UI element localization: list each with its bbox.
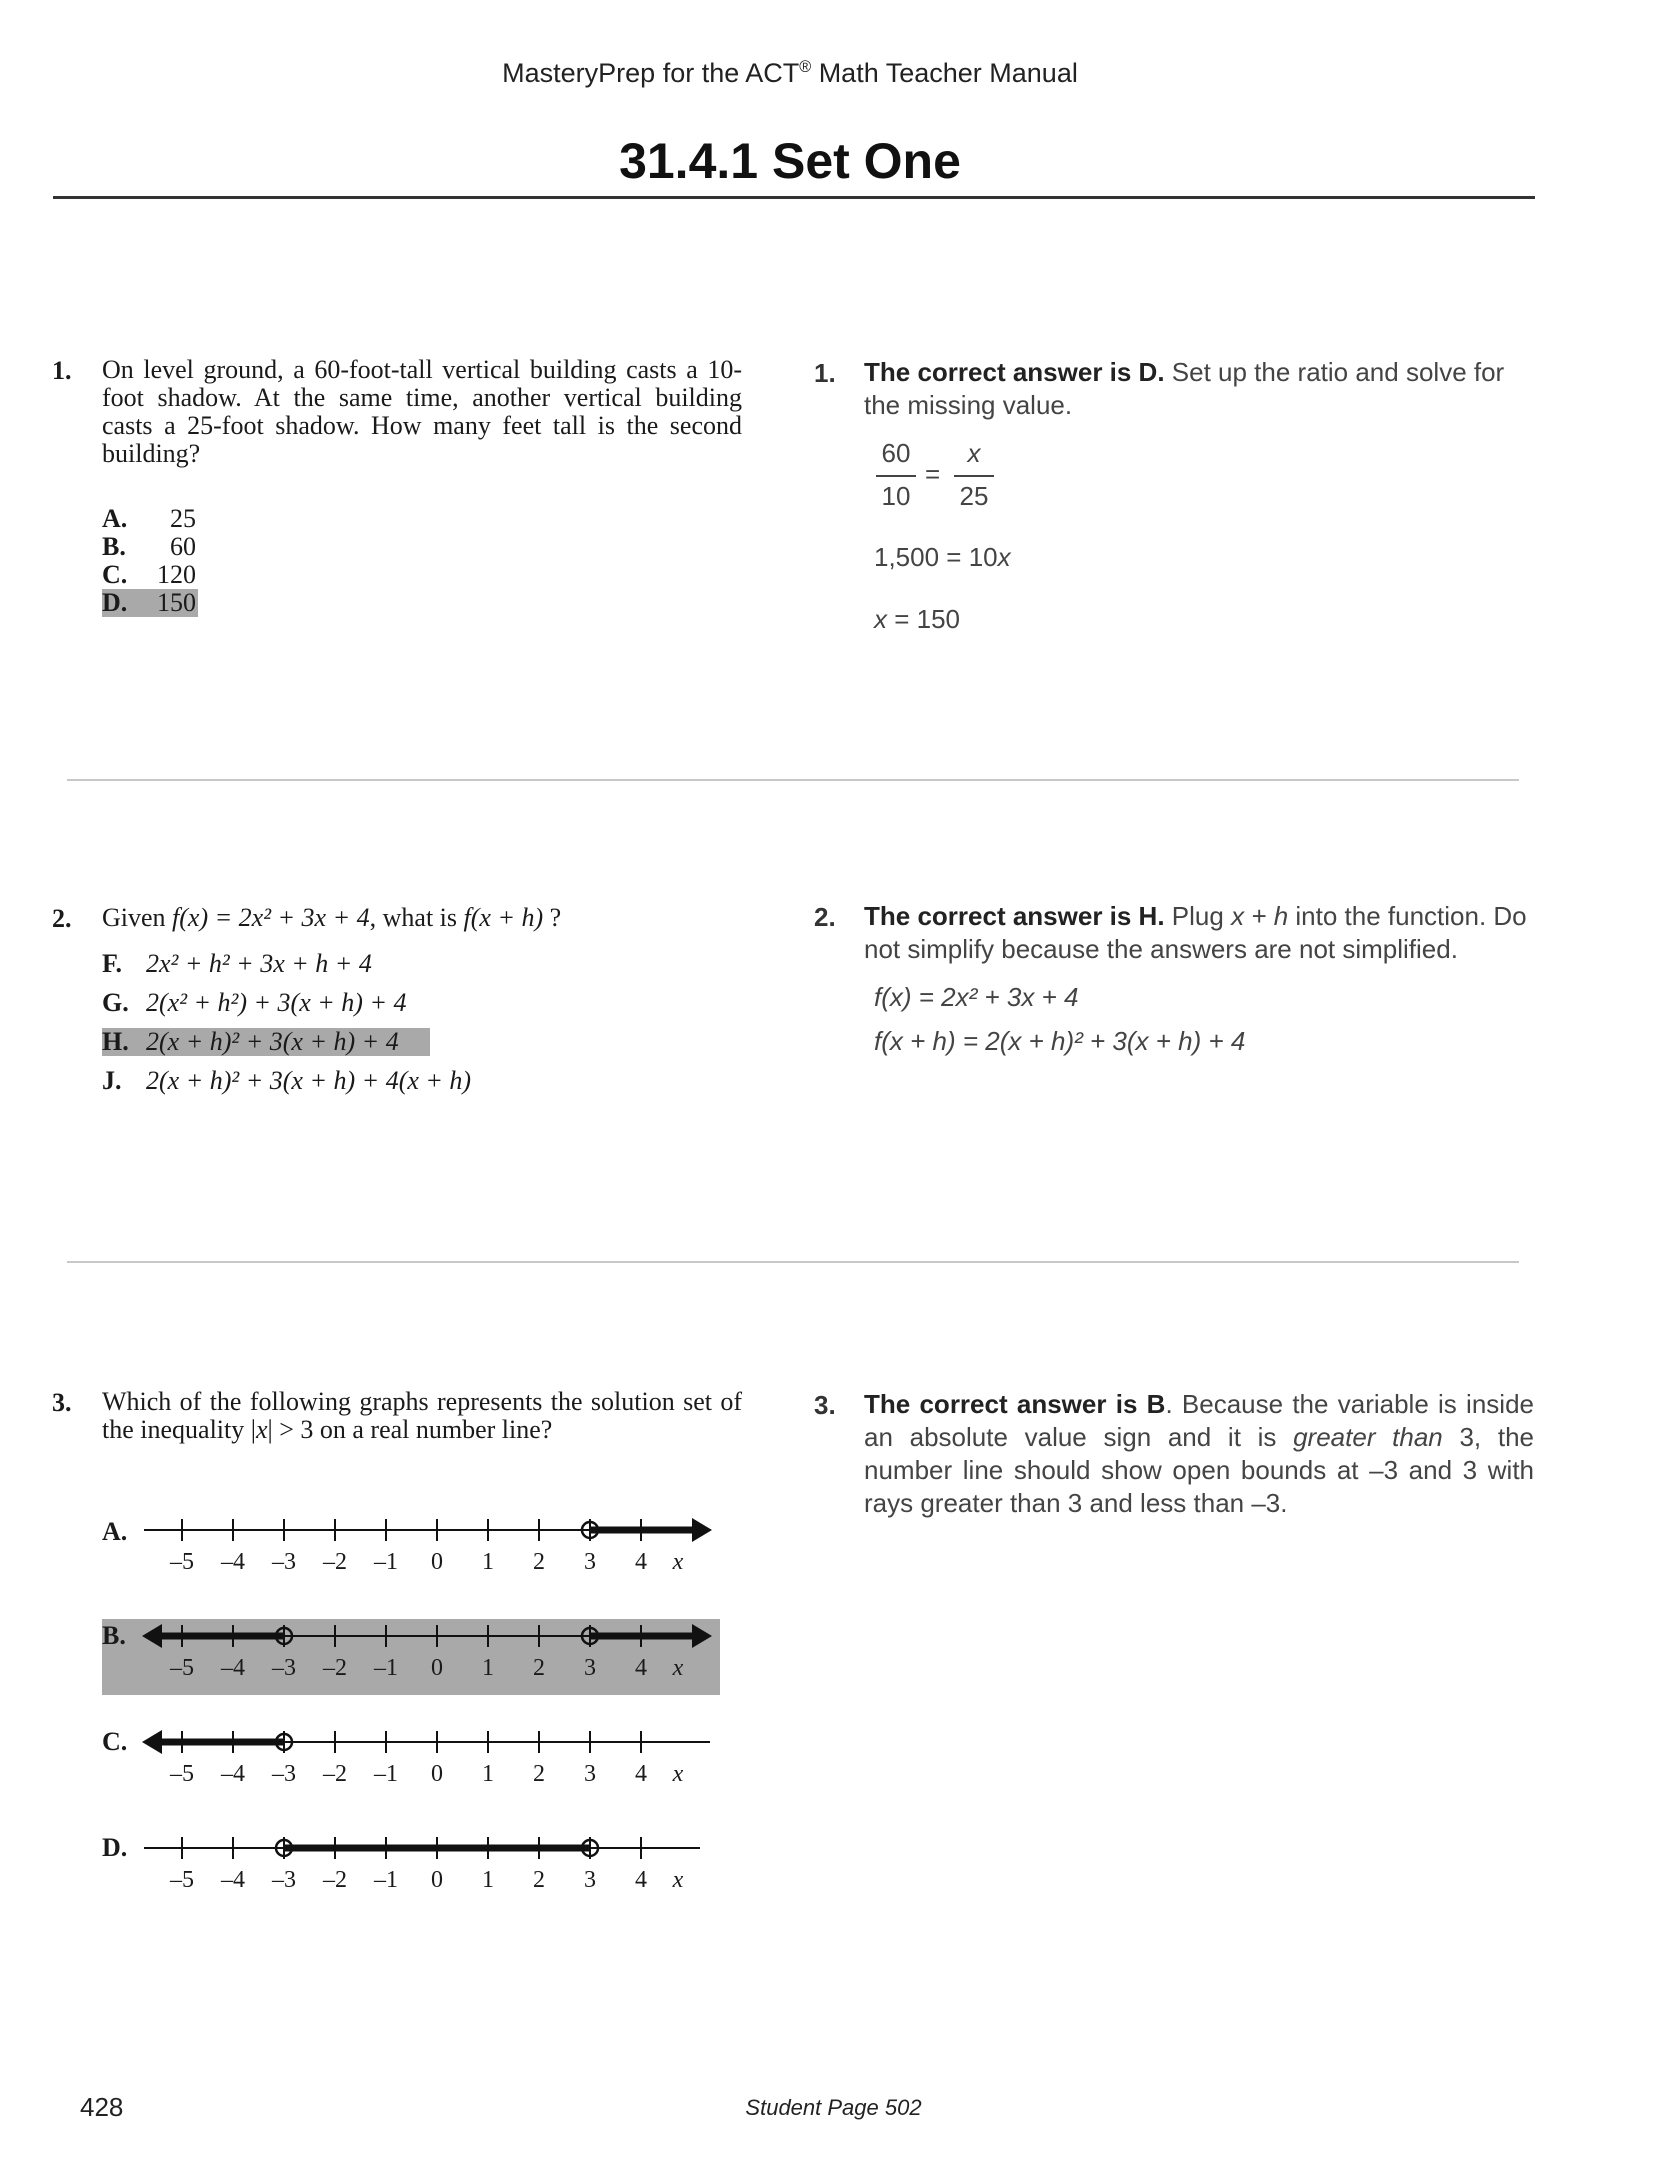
tick-label: –3 <box>272 1549 296 1575</box>
tick-label: 1 <box>482 1655 494 1681</box>
tick-label: –3 <box>272 1655 296 1681</box>
option-c-label: C. <box>102 1727 128 1756</box>
number-line-c-marks <box>142 1730 710 1787</box>
footer-page-number: 428 <box>80 2092 124 2122</box>
question-2-text: Given f(x) = 2x² + 3x + 4, what is f(x + h) ? <box>102 903 562 932</box>
tick-label: 4 <box>635 1867 647 1893</box>
tick-label: 0 <box>431 1655 443 1681</box>
question-3-text: Which of the following graphs represents the solution set of the inequality |x| > 3 on a real number line? <box>102 1387 742 1444</box>
tick-label: 2 <box>533 1655 545 1681</box>
number-line-a <box>140 1508 720 1584</box>
answer-1-step-2: 1,500 = 10x <box>874 542 1011 572</box>
tick-label: 3 <box>584 1867 596 1893</box>
tick-label: –1 <box>374 1761 398 1787</box>
answer-1-step-3: x = 150 <box>874 604 961 634</box>
tick-label: –3 <box>272 1867 296 1893</box>
option-d-highlighted: D. 150 <box>102 588 196 617</box>
number-line-d-marks <box>144 1837 700 1893</box>
tick-label: 1 <box>482 1761 494 1787</box>
option-j: J. 2(x + h)² + 3(x + h) + 4(x + h) <box>102 1066 472 1095</box>
answer-1-text: The correct answer is D. Set up the ratio and solve for the missing value. <box>864 357 1505 420</box>
tick-label: 4 <box>635 1549 647 1575</box>
tick-label: 0 <box>431 1761 443 1787</box>
tick-label: –1 <box>374 1549 398 1575</box>
tick-label: –4 <box>221 1655 245 1681</box>
section-divider-2 <box>67 1261 1519 1263</box>
option-b: B. 60 <box>102 532 196 561</box>
header-title: MasteryPrep for the ACT® Math Teacher Manual <box>502 58 1078 88</box>
tick-label: –3 <box>272 1761 296 1787</box>
tick-label: –2 <box>323 1761 347 1787</box>
answer-2-line-2: f(x + h) = 2(x + h)² + 3(x + h) + 4 <box>874 1026 1246 1056</box>
arrow-left-icon <box>142 1624 162 1648</box>
tick-label: –5 <box>170 1655 194 1681</box>
tick-label: –1 <box>374 1655 398 1681</box>
question-3-number: 3. <box>52 1388 72 1417</box>
tick-label: –2 <box>323 1549 347 1575</box>
answer-1-number: 1. <box>814 358 836 388</box>
page-heading: 31.4.1 Set One <box>619 133 961 189</box>
answer-3-text: The correct answer is B. Because the variable is inside an absolute value sign and it is greater than 3, the number line should show open bounds at –3 and 3 with rays greater than 3 and less than –3. <box>864 1389 1534 1518</box>
answer-2-line-1: f(x) = 2x² + 3x + 4 <box>874 982 1079 1012</box>
tick-label: –2 <box>323 1655 347 1681</box>
tick-label: 2 <box>533 1867 545 1893</box>
arrow-right-icon <box>692 1624 712 1648</box>
tick-label: 4 <box>635 1761 647 1787</box>
tick-label: 3 <box>584 1655 596 1681</box>
number-line-a-marks <box>144 1518 712 1575</box>
answer-1-fraction-left: 60 10 <box>876 438 916 512</box>
question-2-number: 2. <box>52 904 72 933</box>
tick-label: –5 <box>170 1867 194 1893</box>
tick-label: –4 <box>221 1867 245 1893</box>
axis-variable: x <box>672 1655 684 1681</box>
tick-label: –4 <box>221 1549 245 1575</box>
option-g: G. 2(x² + h²) + 3(x + h) + 4 <box>102 988 407 1017</box>
option-c: C. 120 <box>102 560 196 589</box>
option-a: A. 25 <box>102 504 196 533</box>
answer-2-number: 2. <box>814 902 836 932</box>
question-1-text: On level ground, a 60-foot-tall vertical building casts a 10-foot shadow. At the same time, another vertical building casts a 25-foot shadow. How many feet tall is the second building? <box>102 355 742 468</box>
answer-1-fraction-right: x 25 <box>954 438 994 512</box>
axis-variable: x <box>672 1867 684 1893</box>
answer-3-number: 3. <box>814 1390 836 1420</box>
answer-1-equals: = <box>925 459 941 489</box>
arrow-right-icon <box>692 1518 712 1542</box>
number-line-b <box>140 1614 720 1690</box>
tick-label: –5 <box>170 1549 194 1575</box>
tick-label: 1 <box>482 1549 494 1575</box>
option-d-label: D. <box>102 1833 128 1862</box>
option-h-highlighted: H. 2(x + h)² + 3(x + h) + 4 <box>102 1028 430 1056</box>
axis-variable: x <box>672 1761 684 1787</box>
tick-label: –4 <box>221 1761 245 1787</box>
tick-label: –2 <box>323 1867 347 1893</box>
tick-label: 0 <box>431 1549 443 1575</box>
tick-label: –1 <box>374 1867 398 1893</box>
tick-label: 0 <box>431 1867 443 1893</box>
number-line-b-marks <box>142 1624 712 1681</box>
tick-label: 2 <box>533 1761 545 1787</box>
question-1-number: 1. <box>52 356 72 385</box>
tick-label: 4 <box>635 1655 647 1681</box>
option-a-label: A. <box>102 1517 128 1546</box>
tick-label: 3 <box>584 1549 596 1575</box>
tick-label: –5 <box>170 1761 194 1787</box>
tick-label: 1 <box>482 1867 494 1893</box>
answer-2-text: The correct answer is H. Plug x + h into the function. Do not simplify because the answers are not simplified. <box>864 901 1527 964</box>
number-line-c <box>140 1720 720 1796</box>
footer-student-page: Student Page 502 <box>745 2095 922 2120</box>
tick-label: 2 <box>533 1549 545 1575</box>
tick-label: 3 <box>584 1761 596 1787</box>
option-b-label: B. <box>102 1621 126 1650</box>
option-f: F. 2x² + h² + 3x + h + 4 <box>102 949 372 978</box>
section-divider-1 <box>67 779 1519 781</box>
axis-variable: x <box>672 1549 684 1575</box>
number-line-d <box>140 1826 720 1902</box>
question-1-options <box>102 505 198 617</box>
heading-rule <box>53 196 1535 199</box>
arrow-left-icon <box>142 1730 162 1754</box>
